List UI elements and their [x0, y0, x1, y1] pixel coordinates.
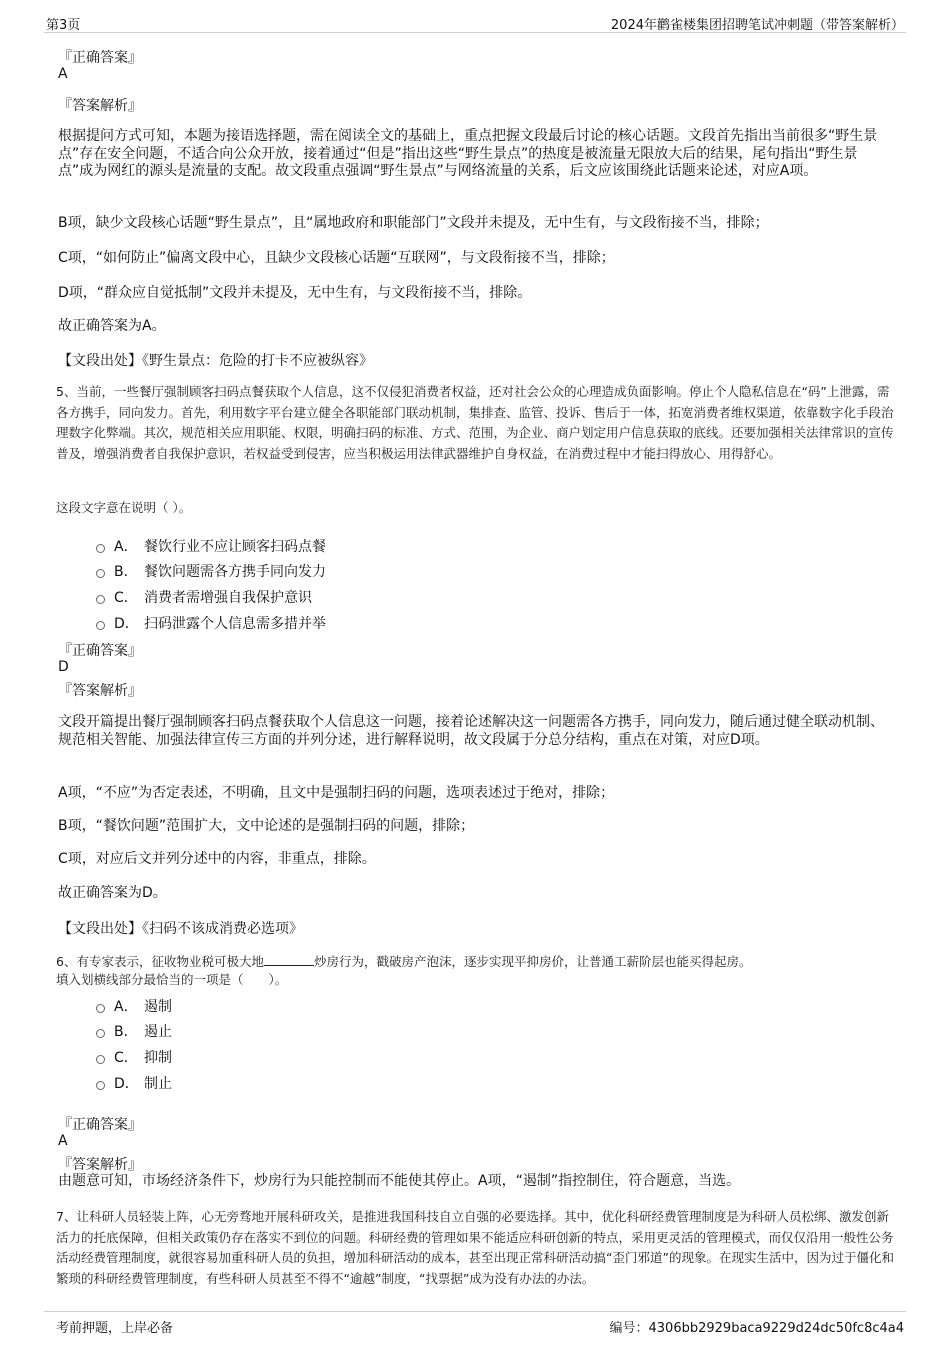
- option-text: 餐饮问题需各方携手同向发力: [144, 564, 326, 580]
- q6-answer-label: 『正确答案』: [58, 1117, 142, 1133]
- q4-source: 【文段出处】《野生景点：危险的打卡不应被纵容》: [58, 353, 373, 369]
- q5-explain-main: 文段开篇提出餐厅强制顾客扫码点餐获取个人信息这一问题，接着论述解决这一问题需各方携手，同向发力，随后通过健全联动机制、规范相关智能、加强法律宣传三方面的并列分述，进行解释说明，故文段属于分总分结构，重点在对策，对应D项。: [58, 714, 884, 748]
- q4-conclusion: 故正确答案为A。: [58, 318, 166, 334]
- option-text: 餐饮行业不应让顾客扫码点餐: [144, 539, 326, 555]
- q6-option-c[interactable]: [96, 1047, 172, 1067]
- document-title: 2024年鹳雀楼集团招聘笔试冲刺题（带答案解析）: [610, 18, 904, 33]
- q5-source: 【文段出处】《扫码不该成消费必选项》: [58, 921, 303, 937]
- q4-answer: A: [58, 66, 68, 82]
- q4-explain-b: B项，缺少文段核心话题“野生景点”，且“属地政府和职能部门”文段并未提及，无中生有，与文段衔接不当，排除；: [58, 215, 769, 231]
- q5-conclusion: 故正确答案为D。: [58, 885, 167, 901]
- q6-option-d[interactable]: [96, 1073, 172, 1093]
- option-letter: C．: [114, 590, 138, 606]
- option-text: 消费者需增强自我保护意识: [144, 590, 312, 606]
- radio-icon[interactable]: [96, 544, 105, 553]
- q4-explain-main: 根据提问方式可知，本题为接语选择题，需在阅读全文的基础上，重点把握文段最后讨论的核心话题。文段首先指出当前很多“野生景点”存在安全问题，不适合向公众开放，接着通过“但是”指出这些“野生景点”的热度是被流量无限放大后的结果，尾句指出“野生景点”成为网红的源头是流量的支配。故文段重点强调“野生景点”与网络流量的关系，后文应该围绕此话题来论述，对应A项。: [58, 128, 878, 179]
- option-letter: C．: [114, 1050, 138, 1066]
- q6-explain-label: 『答案解析』: [58, 1157, 142, 1173]
- page-header: [44, 10, 906, 33]
- radio-icon[interactable]: [96, 1029, 105, 1038]
- radio-icon[interactable]: [96, 595, 105, 604]
- q5-explain-c: C项，对应后文并列分述中的内容，非重点，排除。: [58, 851, 376, 867]
- fill-blank: [264, 953, 314, 966]
- radio-icon[interactable]: [96, 1055, 105, 1064]
- q6-explain-main: 由题意可知，市场经济条件下，炒房行为只能控制而不能使其停止。A项，“遏制”指控制住，符合题意，当选。: [58, 1173, 741, 1189]
- page-footer: [44, 1311, 906, 1336]
- option-letter: B．: [114, 1024, 138, 1040]
- document-id: 编号：4306bb2929baca9229d24dc50fc8c4a4: [609, 1321, 904, 1336]
- option-letter: A．: [114, 539, 138, 555]
- q5-option-a[interactable]: [96, 536, 326, 556]
- q4-explain-label: 『答案解析』: [58, 98, 142, 114]
- option-text: 抑制: [144, 1050, 172, 1066]
- q4-explain-c: C项，“如何防止”偏离文段中心，且缺少文段核心话题“互联网”，与文段衔接不当，排除；: [58, 250, 615, 266]
- q5-option-d[interactable]: [96, 613, 326, 633]
- q5-explain-label: 『答案解析』: [58, 683, 142, 699]
- option-text: 扫码泄露个人信息需多措并举: [144, 616, 326, 632]
- q5-explain-a: A项，“不应”为否定表述，不明确，且文中是强制扫码的问题，选项表述过于绝对，排除；: [58, 785, 615, 801]
- option-letter: B．: [114, 564, 138, 580]
- q6-option-a[interactable]: [96, 996, 172, 1016]
- q5-option-b[interactable]: [96, 561, 326, 581]
- page-number: 第3页: [46, 18, 81, 33]
- q5-option-c[interactable]: [96, 587, 312, 607]
- q5-stem: 5、当前，一些餐厅强制顾客扫码点餐获取个人信息，这不仅侵犯消费者权益，还对社会公众的心理造成负面影响。停止个人隐私信息在“码”上泄露，需各方携手，同向发力。首先，利用数字平台建立健全各职能部门联动机制，集排查、监管、投诉、售后于一体，拓宽消费者维权渠道，依靠数字化手段治理数字化弊端。其次，规范相关应用职能、权限，明确扫码的标准、方式、范围，为企业、商户划定用户信息获取的底线。还要加强相关法律常识的宣传普及，增强消费者自我保护意识，若权益受到侵害，应当积极运用法律武器维护自身权益，在消费过程中才能扫得放心、用得舒心。: [56, 384, 894, 461]
- footer-slogan: 考前押题，上岸必备: [56, 1321, 174, 1336]
- radio-icon[interactable]: [96, 569, 105, 578]
- q6-answer: A: [58, 1133, 68, 1149]
- radio-icon[interactable]: [96, 621, 105, 630]
- option-letter: D．: [114, 616, 139, 632]
- q6-option-b[interactable]: [96, 1021, 172, 1041]
- q5-answer: D: [58, 659, 69, 675]
- radio-icon[interactable]: [96, 1081, 105, 1090]
- q7-stem: 7、让科研人员轻装上阵，心无旁骛地开展科研攻关，是推进我国科技自立自强的必要选择。其中，优化科研经费管理制度是为科研人员松绑、激发创新活力的托底保障，但相关政策仍存在落实不到位的问题。科研经费的管理如果不能适应科研创新的特点，采用更灵活的管理模式，而仅仅沿用一般性公务活动经费管理制度，就很容易加重科研人员的负担，增加科研活动的成本，甚至出现正常科研活动搞“歪门邪道”的现象。在现实生活中，因为过于僵化和繁琐的科研经费管理制度，有些科研人员甚至不得不“逾越”制度，“找票据”成为没有办法的办法。: [56, 1209, 894, 1286]
- option-letter: A．: [114, 999, 138, 1015]
- q6-stem: 6、有专家表示，征收物业税可极大地 炒房行为，戳破房产泡沫，逐步实现平抑房价，让普通工薪阶层也能买得起房。: [56, 954, 752, 969]
- q4-answer-label: 『正确答案』: [58, 50, 142, 66]
- q5-explain-b: B项，“餐饮问题”范围扩大，文中论述的是强制扫码的问题，排除；: [58, 818, 475, 834]
- option-text: 遏止: [144, 1024, 172, 1040]
- option-letter: D．: [114, 1076, 139, 1092]
- option-text: 制止: [144, 1076, 172, 1092]
- q5-question: 这段文字意在说明（ ）。: [56, 500, 192, 515]
- q6-question: 填入划横线部分最恰当的一项是（ ）。: [56, 972, 288, 987]
- q4-explain-d: D项，“群众应自觉抵制”文段并未提及，无中生有，与文段衔接不当，排除。: [58, 285, 532, 301]
- q5-answer-label: 『正确答案』: [58, 643, 142, 659]
- radio-icon[interactable]: [96, 1004, 105, 1013]
- option-text: 遏制: [144, 999, 172, 1015]
